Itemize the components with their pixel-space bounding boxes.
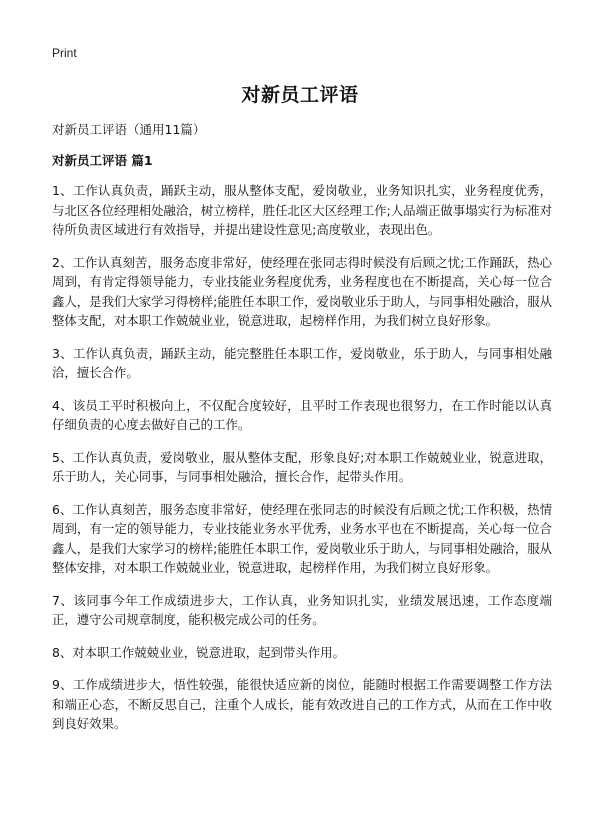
page-title: 对新员工评语: [241, 84, 359, 106]
paragraph-2: 2、工作认真刻苦，服务态度非常好，使经理在张同志得时候没有后顾之忧;工作踊跃，热心周到，有肯定得领导能力，专业技能业务程度优秀，业务程度也在不断提高，关心每一位合鑫人，是我们大家学习得榜样;能胜任本职工作，爱岗敬业乐于助人，与同事相处融洽，服从整体支配，对本职工作兢兢业业，锐意进取，起榜样作用，为我们树立良好形象。: [52, 254, 552, 328]
document-body: [52, 181, 552, 747]
paragraph-3: 3、工作认真负责，踊跃主动，能完整胜任本职工作，爱岗敬业，乐于助人，与同事相处融洽，擅长合作。: [52, 345, 552, 380]
print-link[interactable]: Print: [52, 46, 77, 60]
document-subtitle: 对新员工评语（通用11篇）: [52, 122, 206, 137]
paragraph-6: 6、工作认真刻苦，服务态度非常好，使经理在张同志的时候没有后顾之忧;工作积极，热情周到，有一定的领导能力，专业技能业务水平优秀，业务水平也在不断提高，关心每一位合鑫人，是我们大家学习的榜样;能胜任本职工作，爱岗敬业乐于助人，与同事相处融洽，服从整体安排，对本职工作兢兢业业，锐意进取，起榜样作用，为我们树立良好形象。: [52, 501, 552, 575]
paragraph-7: 7、该同事今年工作成绩进步大，工作认真，业务知识扎实，业绩发展迅速，工作态度端正，遵守公司规章制度，能积极完成公司的任务。: [52, 592, 552, 627]
paragraph-9: 9、工作成绩进步大，悟性较强，能很快适应新的岗位，能随时根据工作需要调整工作方法和端正心态，不断反思自己，注重个人成长，能有效改进自己的工作方式，从而在工作中收到良好效果。: [52, 677, 552, 731]
paragraph-5: 5、工作认真负责，爱岗敬业，服从整体支配，形象良好;对本职工作兢兢业业，锐意进取，乐于助人，关心同事，与同事相处融洽，擅长合作，起带头作用。: [52, 449, 552, 484]
section-heading: 对新员工评语 篇1: [52, 153, 153, 168]
paragraph-4: 4、该员工平时积极向上，不仅配合度较好，且平时工作表现也很努力，在工作时能以认真仔细负责的心度去做好自己的工作。: [52, 397, 552, 432]
paragraph-1: 1、工作认真负责，踊跃主动，服从整体支配，爱岗敬业，业务知识扎实，业务程度优秀，与北区各位经理相处融洽，树立榜样，胜任北区大区经理工作;人品端正做事塌实行为标准对待所负责区域进行有效指导，并提出建设性意见;高度敬业，表现出色。: [52, 183, 552, 237]
paragraph-8: 8、对本职工作兢兢业业，锐意进取，起到带头作用。: [52, 644, 345, 660]
